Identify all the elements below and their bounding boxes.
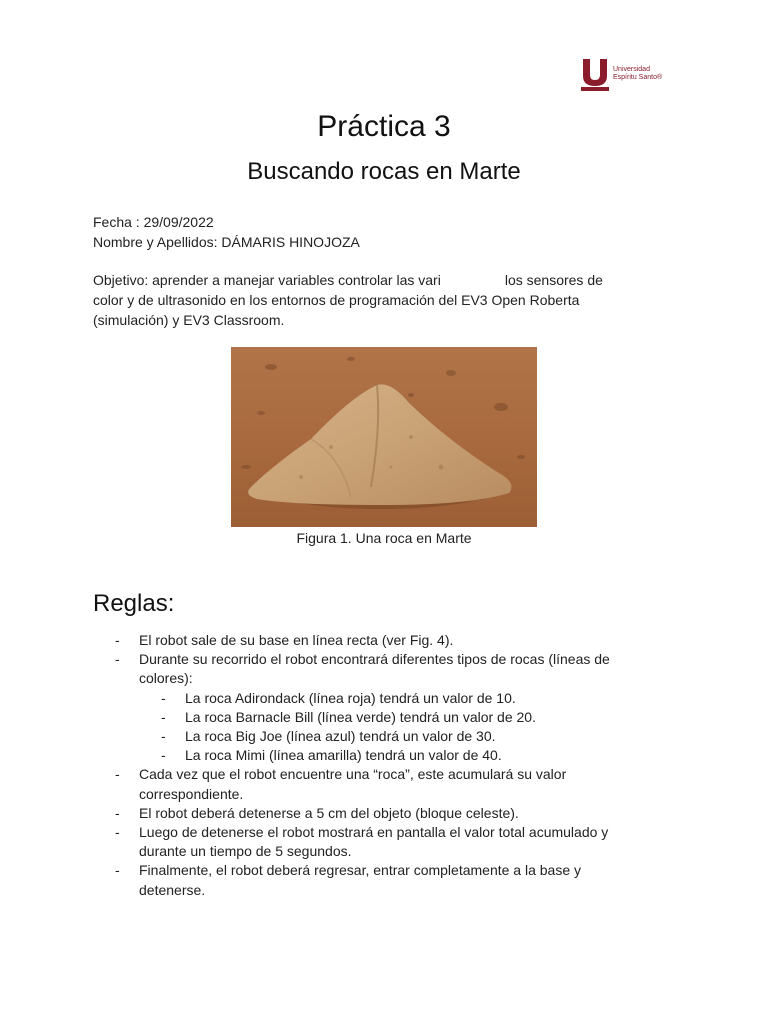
rule-text: colores): — [139, 670, 193, 687]
list-item — [93, 631, 693, 650]
list-item — [93, 823, 693, 861]
objective-line-1b: los sensores de — [504, 272, 603, 288]
date-line: Fecha : 29/09/2022 — [93, 214, 214, 230]
objective-paragraph — [93, 270, 683, 330]
rock-rule-text: La roca Barnacle Bill (línea verde) tendrá un valor de 20. — [185, 708, 536, 725]
bullet-dash: - — [115, 824, 120, 841]
rule-text: detenerse. — [139, 881, 206, 898]
rock-rule-text: La roca Big Joe (línea azul) tendrá un valor de 30. — [185, 728, 496, 745]
bullet-dash: - — [115, 632, 120, 648]
rock-rule-text: La roca Mimi (línea amarilla) tendrá un valor de 40. — [185, 747, 502, 764]
sub-list-item — [93, 708, 693, 727]
objective-line-1 — [93, 270, 683, 290]
page-title: Práctica 3 — [317, 110, 451, 143]
bullet-dash: - — [115, 651, 120, 668]
rule-text: El robot deberá detenerse a 5 cm del objeto (bloque celeste). — [139, 804, 519, 821]
objective-line-3: (simulación) y EV3 Classroom. — [93, 312, 285, 328]
rule-text: Finalmente, el robot deberá regresar, entrar completamente a la base y — [139, 862, 582, 879]
list-item — [93, 650, 693, 688]
rule-text: Cada vez que el robot encuentre una “roca”, este acumulará su valor — [139, 766, 567, 783]
sub-list-item — [93, 689, 693, 708]
rule-text: El robot sale de su base en línea recta (ver Fig. 4). — [139, 632, 454, 648]
objective-line-1a: Objetivo: aprender a manejar variables controlar las vari — [93, 272, 441, 288]
university-name-line1: Universidad — [613, 66, 650, 73]
bullet-dash: - — [115, 804, 120, 821]
bullet-dash: - — [161, 708, 166, 725]
list-item — [93, 804, 693, 823]
university-logo — [580, 58, 680, 92]
student-info — [93, 212, 360, 252]
rule-text: durante un tiempo de 5 segundos. — [139, 843, 352, 860]
rock-rule-text: La roca Adirondack (línea roja) tendrá un valor de 10. — [185, 689, 516, 706]
rule-text: Luego de detenerse el robot mostrará en pantalla el valor total acumulado y — [139, 824, 609, 841]
rule-text: correspondiente. — [139, 785, 244, 802]
sub-list-item — [93, 746, 693, 765]
list-item — [93, 765, 693, 803]
uees-logo-mark-icon — [580, 58, 612, 92]
rules-list — [93, 631, 693, 900]
bullet-dash: - — [161, 747, 166, 764]
university-name-line2: Espíritu Santo® — [613, 74, 663, 81]
page-subtitle: Buscando rocas en Marte — [247, 158, 521, 185]
mars-rock-image — [231, 347, 537, 527]
list-item — [93, 861, 693, 899]
student-name-line: Nombre y Apellidos: DÁMARIS HINOJOZA — [93, 234, 360, 250]
figure-caption: Figura 1. Una roca en Marte — [296, 530, 472, 546]
rules-heading: Reglas: — [93, 590, 175, 617]
bullet-dash: - — [115, 862, 120, 879]
sub-list-item — [93, 727, 693, 746]
rule-text: Durante su recorrido el robot encontrará diferentes tipos de rocas (líneas de — [139, 651, 610, 668]
university-name — [613, 66, 662, 82]
bullet-dash: - — [161, 689, 166, 706]
bullet-dash: - — [115, 766, 120, 783]
objective-line-2: color y de ultrasonido en los entornos de programación del EV3 Open Roberta — [93, 292, 580, 308]
bullet-dash: - — [161, 728, 166, 745]
